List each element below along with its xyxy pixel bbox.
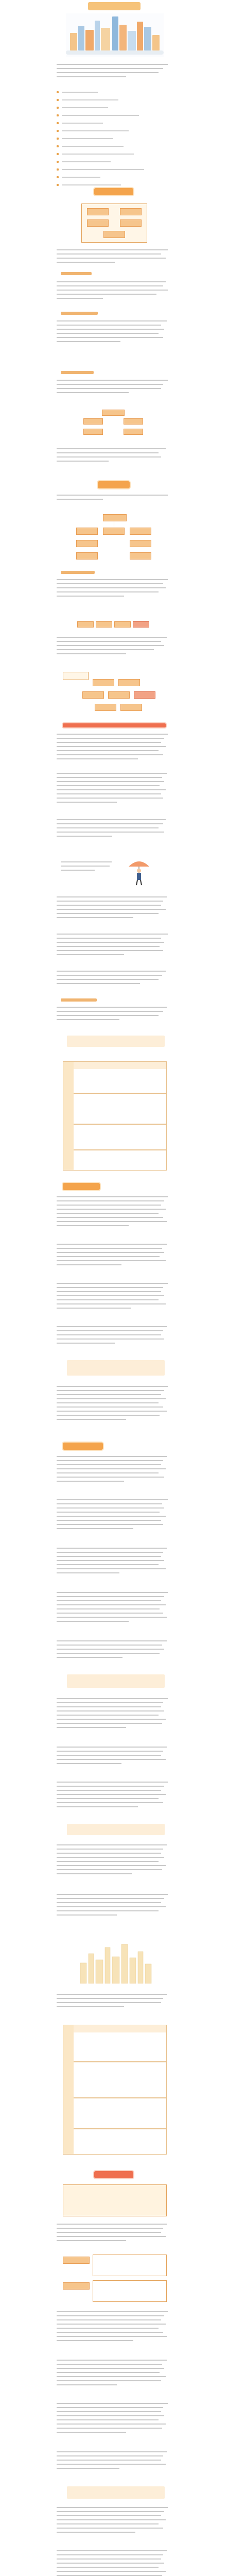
body-paragraph [57, 934, 172, 955]
callout-note [67, 1036, 165, 1047]
body-paragraph [57, 2451, 172, 2469]
body-paragraph [57, 380, 172, 393]
list-item [57, 122, 172, 125]
diagram-node [130, 540, 151, 547]
callout-note [67, 1674, 165, 1688]
body-paragraph [57, 971, 172, 984]
concept-diagram-panel [81, 204, 147, 243]
diagram-node [130, 552, 151, 560]
body-paragraph [57, 448, 172, 462]
body-paragraph [57, 281, 172, 299]
body-paragraph [57, 734, 172, 759]
data-table [63, 2025, 167, 2155]
list-item [57, 183, 172, 187]
body-paragraph [61, 861, 117, 871]
diagram-node [76, 552, 98, 560]
highlight-panel [63, 2184, 167, 2216]
section-heading-badge [63, 1183, 100, 1190]
hero-cityscape-illustration [66, 13, 164, 57]
body-paragraph [57, 320, 172, 342]
skyline-illustration [77, 1937, 154, 1984]
list-item [57, 137, 172, 140]
diagram-panel [93, 2255, 167, 2276]
diagram-node [77, 621, 94, 628]
diagram-node [102, 410, 125, 416]
section-heading-badge [94, 188, 133, 195]
diagram-node [87, 219, 109, 227]
body-paragraph [57, 1782, 172, 1807]
section-heading-badge [98, 481, 130, 488]
list-item [57, 176, 172, 179]
list-item [57, 152, 172, 156]
body-paragraph [57, 1698, 172, 1728]
body-paragraph [57, 773, 172, 803]
body-paragraph [57, 1007, 172, 1020]
diagram-panel [93, 2280, 167, 2302]
contents-list [57, 91, 172, 187]
diagram-node [63, 2282, 90, 2290]
body-paragraph [57, 579, 172, 597]
body-paragraph [57, 1456, 172, 1482]
list-item [57, 145, 172, 148]
diagram-node [114, 621, 131, 628]
diagram-node [103, 528, 125, 535]
body-paragraph [57, 2360, 172, 2385]
body-paragraph [57, 637, 172, 654]
diagram-node [118, 679, 140, 686]
body-paragraph [57, 495, 172, 500]
diagram-node [87, 208, 109, 215]
diagram-node [133, 621, 149, 628]
list-item [57, 160, 172, 163]
diagram-node [120, 219, 142, 227]
data-table [63, 1061, 167, 1171]
section-heading-badge [63, 1443, 103, 1450]
body-paragraph [57, 1994, 172, 2007]
person-illustration [124, 855, 154, 886]
body-paragraph [57, 1326, 172, 1344]
body-paragraph [57, 1747, 172, 1764]
diagram-node [134, 691, 155, 699]
diagram-node [120, 704, 142, 711]
body-paragraph [57, 2311, 172, 2341]
body-paragraph [57, 1844, 172, 1874]
list-item [57, 98, 172, 101]
body-paragraph [57, 1894, 172, 1916]
body-paragraph [57, 2550, 172, 2576]
diagram-node [103, 514, 127, 521]
header-title-badge [88, 2, 141, 10]
diagram-node [63, 672, 89, 680]
diagram-node [93, 679, 114, 686]
sub-heading [61, 312, 98, 315]
body-paragraph [57, 1592, 172, 1622]
diagram-node [95, 704, 116, 711]
body-paragraph [57, 1499, 172, 1529]
diagram-node [76, 528, 98, 535]
body-paragraph [57, 1244, 172, 1265]
sub-heading [61, 571, 95, 574]
diagram-node [63, 2257, 90, 2264]
body-paragraph [57, 896, 172, 918]
callout-note [67, 2486, 165, 2499]
diagram-node [103, 231, 125, 238]
diagram-node [96, 621, 112, 628]
diagram-node [83, 418, 103, 425]
diagram-node [120, 208, 142, 215]
body-paragraph [57, 1386, 172, 1420]
body-paragraph [57, 1283, 172, 1309]
diagram-node [124, 429, 143, 435]
sub-heading [61, 272, 92, 275]
list-item [57, 106, 172, 109]
list-item [57, 129, 172, 132]
body-paragraph [57, 2403, 172, 2433]
diagram-node [82, 691, 104, 699]
diagram-node [108, 691, 130, 699]
intro-paragraph [57, 64, 172, 77]
diagram-node [124, 418, 143, 425]
body-paragraph [57, 819, 172, 837]
body-paragraph [57, 1196, 172, 1226]
sub-heading [61, 371, 94, 374]
diagram-node [130, 528, 151, 535]
highlight-note [63, 723, 166, 727]
list-item [57, 91, 172, 94]
callout-note [67, 1824, 165, 1835]
body-paragraph [57, 2507, 172, 2533]
list-item [57, 168, 172, 171]
body-paragraph [57, 249, 172, 263]
list-item [57, 114, 172, 117]
callout-note [67, 1360, 165, 1376]
body-paragraph [57, 1640, 172, 1658]
section-heading-badge [94, 2171, 133, 2178]
diagram-node [76, 540, 98, 547]
diagram-node [83, 429, 103, 435]
body-paragraph [57, 2224, 172, 2241]
sub-heading [61, 998, 97, 1002]
body-paragraph [57, 1548, 172, 1573]
